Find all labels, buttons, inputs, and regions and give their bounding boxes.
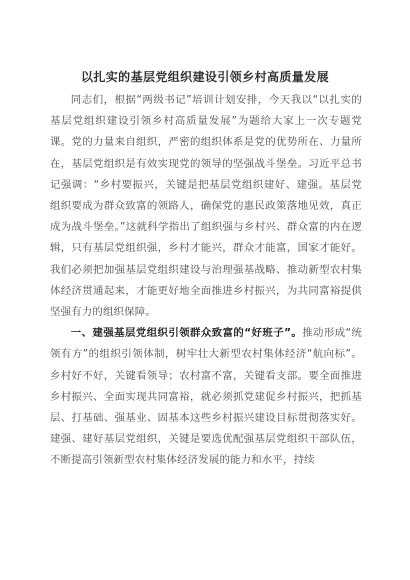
paragraph-intro-text: 同志们，根据“两级书记”培训计划安排，今天我以“以扎实的基层党组织建设引领乡村高质量发展”为题给大家上一次专题党课。党的力量来自组织，严密的组织体系是党的优势所在、力量所在，基层党组织是有效实现党的领导的坚强战斗堡垒。习近平总书记强调：“乡村要振兴，关键是把基层党组织建好、建强。基层党组织要成为群众致富的领路人，确保党的惠民政策落地见效，真正成为战斗堡垒。”这就科学指出了组织强与乡村兴、群众富的内在逻辑，只有基层党组织强，乡村才能兴，群众才能富，国家才能好。我们必须把加强基层党组织建设与治理强基战略、推动新型农村集体经济贯通起来，才能更好地全面推进乡村振兴，为共同富裕提供坚强有力的组织保障。 <box>50 94 362 319</box>
paragraph-intro <box>50 90 362 323</box>
document-body <box>50 90 362 472</box>
paragraph-section-1-text: 推动形成“统领有方”的组织引领体制，树牢壮大新型农村集体经济“航向标”。乡村好不好，关键看领导；农村富不富，关键看支部。要全面推进乡村振兴、全面实现共同富裕，就必须抓党建促乡村振兴，把抓基层、打基础、强基业、固基本这些乡村振兴建设目标贯彻落实好。建强、建好基层党组织，关键是要选优配强基层党组织干部队伍，不断提高引领新型农村集体经济发展的能力和水平，持续 <box>50 327 362 467</box>
document-title: 以扎实的基层党组织建设引领乡村高质量发展 <box>80 70 329 84</box>
section-heading: 一、建强基层党组织引领群众致富的“好班子”。 <box>70 327 303 340</box>
paragraph-section-1 <box>50 323 362 471</box>
